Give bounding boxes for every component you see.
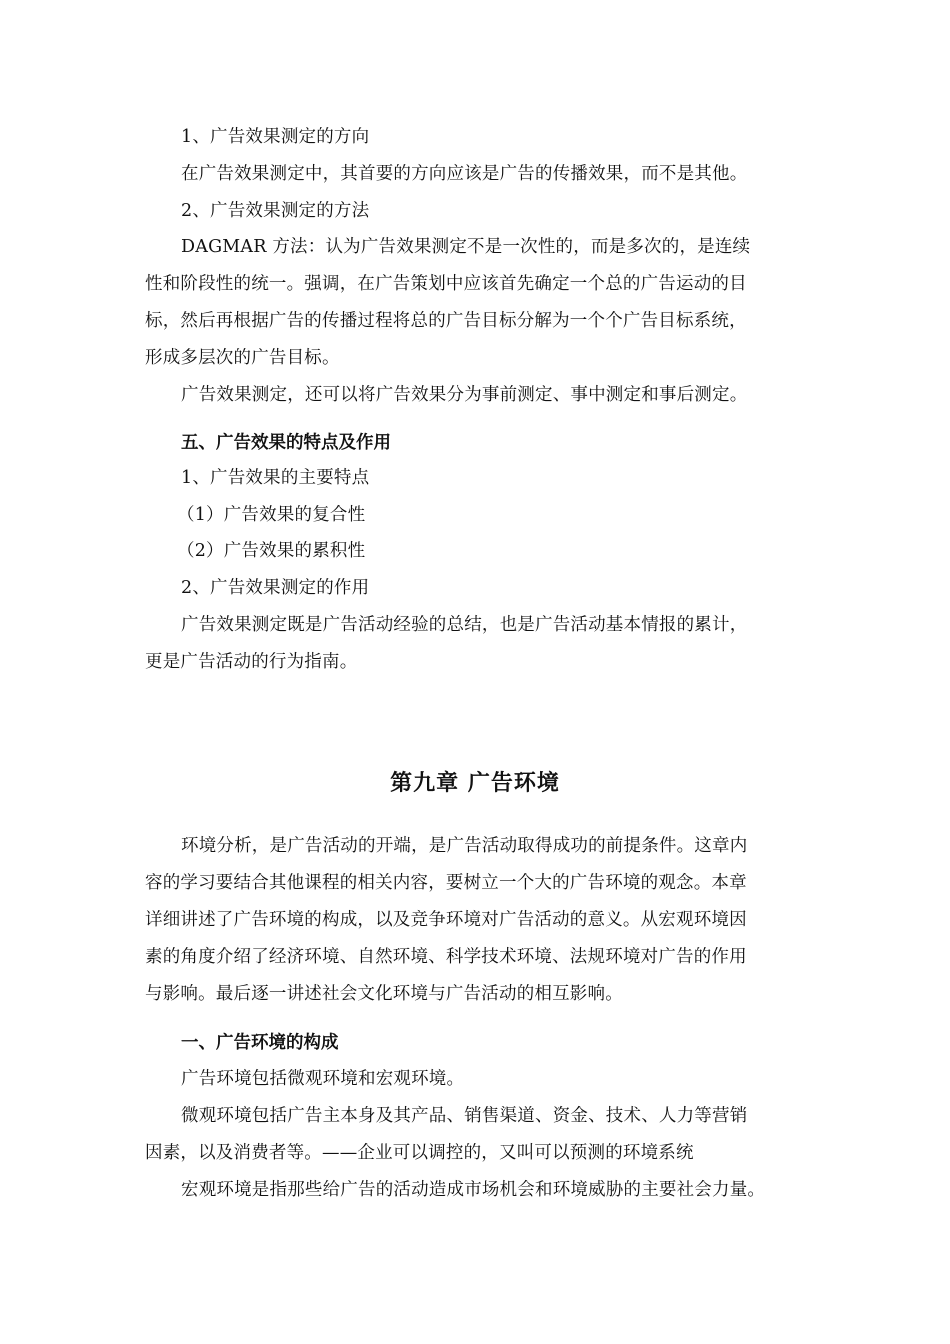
dagmar-line: 形成多层次的广告目标。 xyxy=(145,348,340,368)
micro-line: 微观环境包括广告主本身及其产品、销售渠道、资金、技术、人力等营销 xyxy=(181,1106,748,1126)
dagmar-line: DAGMAR 方法：认为广告效果测定不是一次性的，而是多次的，是连续 xyxy=(181,237,751,257)
section1-heading: 一、广告环境的构成 xyxy=(181,1033,339,1053)
item1-title: 1、广告效果测定的方向 xyxy=(181,127,370,147)
section-five-para-line: 更是广告活动的行为指南。 xyxy=(145,652,358,672)
dagmar-line: 性和阶段性的统一。强调，在广告策划中应该首先确定一个总的广告运动的目 xyxy=(145,274,747,294)
chapter-intro-line: 详细讲述了广告环境的构成，以及竞争环境对广告活动的意义。从宏观环境因 xyxy=(145,910,747,930)
section-five-point1: （1）广告效果的复合性 xyxy=(177,505,366,525)
item2-title: 2、广告效果测定的方法 xyxy=(181,201,370,221)
section-five-sub1: 1、广告效果的主要特点 xyxy=(181,468,370,488)
section-five-para-line: 广告效果测定既是广告活动经验的总结，也是广告活动基本情报的累计， xyxy=(181,615,748,635)
chapter-intro-line: 环境分析，是广告活动的开端，是广告活动取得成功的前提条件。这章内 xyxy=(181,836,748,856)
macro-text: 宏观环境是指那些给广告的活动造成市场机会和环境威胁的主要社会力量。 xyxy=(181,1180,766,1200)
section-five-point2: （2）广告效果的累积性 xyxy=(177,541,366,561)
section-five-sub2: 2、广告效果测定的作用 xyxy=(181,578,370,598)
chapter-intro-line: 与影响。最后逐一讲述社会文化环境与广告活动的相互影响。 xyxy=(145,984,623,1004)
item1-text: 在广告效果测定中，其首要的方向应该是广告的传播效果，而不是其他。 xyxy=(181,164,748,184)
section-five-heading: 五、广告效果的特点及作用 xyxy=(181,433,391,453)
chapter-intro-line: 素的角度介绍了经济环境、自然环境、科学技术环境、法规环境对广告的作用 xyxy=(145,947,747,967)
timing-text: 广告效果测定，还可以将广告效果分为事前测定、事中测定和事后测定。 xyxy=(181,385,748,405)
micro-line: 因素，以及消费者等。——企业可以调控的，又叫可以预测的环境系统 xyxy=(145,1143,694,1163)
dagmar-line: 标，然后再根据广告的传播过程将总的广告目标分解为一个个广告目标系统， xyxy=(145,311,747,331)
chapter-title: 第九章 广告环境 xyxy=(390,770,560,796)
chapter-intro-line: 容的学习要结合其他课程的相关内容，要树立一个大的广告环境的观念。本章 xyxy=(145,873,747,893)
env-text: 广告环境包括微观环境和宏观环境。 xyxy=(181,1069,465,1089)
